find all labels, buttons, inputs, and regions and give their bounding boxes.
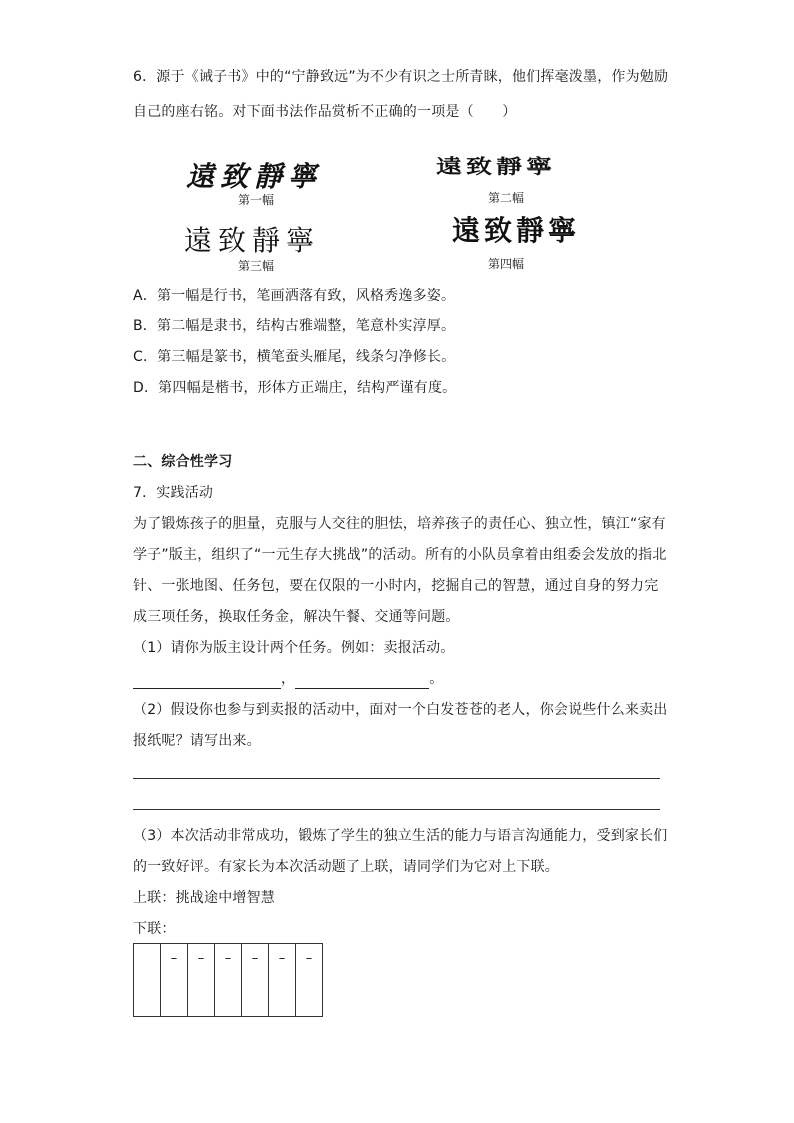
calligraphy-work-4: 遠致靜寧 xyxy=(452,214,581,247)
grid-cell[interactable]: – xyxy=(242,944,269,1017)
section-heading: 二、综合性学习 xyxy=(133,454,233,470)
q7-sub1-answer xyxy=(133,669,443,689)
q6-option-d: D．第四幅是楷书，形体方正端庄，结构严谨有度。 xyxy=(133,380,457,396)
q7-sub3-line2: 的一致好评。有家长为本次活动题了上联，请同学们为它对上下联。 xyxy=(133,859,559,875)
q6-stem-line2: 自己的座右铭。对下面书法作品赏析不正确的一项是（ ） xyxy=(133,104,517,120)
caption-work-1: 第一幅 xyxy=(238,193,275,207)
answer-line-1[interactable] xyxy=(133,778,660,779)
answer-blank-1[interactable] xyxy=(133,672,281,689)
q7-sub2-line1: （2）假设你也参与到卖报的活动中，面对一个白发苍苍的老人，你会说些什么来卖出 xyxy=(133,702,668,718)
upper-couplet: 上联：挑战途中增智慧 xyxy=(133,890,275,906)
q7-intro-line1: 为了锻炼孩子的胆量，克服与人交往的胆怯，培养孩子的责任心、独立性，镇江“家有 xyxy=(133,516,666,532)
grid-cell[interactable]: – xyxy=(296,944,323,1017)
q7-intro-line4: 成三项任务，换取任务金，解决午餐、交通等问题。 xyxy=(133,609,460,625)
q7-sub2-line2: 报纸呢？请写出来。 xyxy=(133,733,261,749)
grid-cell[interactable]: – xyxy=(188,944,215,1017)
blank-separator: ， xyxy=(281,671,296,687)
q6-option-c: C．第三幅是篆书，横笔蚕头雁尾，线条匀净修长。 xyxy=(133,349,456,365)
grid-cell[interactable]: – xyxy=(269,944,296,1017)
caption-work-3: 第三幅 xyxy=(238,259,275,273)
q7-title: 7．实践活动 xyxy=(133,485,214,501)
q7-sub3-line1: （3）本次活动非常成功，锻炼了学生的独立生活的能力与语言沟通能力，受到家长们 xyxy=(133,828,668,844)
calligraphy-figure xyxy=(180,145,600,275)
answer-blank-2[interactable] xyxy=(295,672,429,689)
q6-option-b: B．第二幅是隶书，结构古雅端整，笔意朴实淳厚。 xyxy=(133,318,456,334)
q7-sub1: （1）请你为版主设计两个任务。例如：卖报活动。 xyxy=(133,640,455,656)
lower-couplet-label: 下联： xyxy=(133,921,176,937)
q7-intro-line3: 针、一张地图、任务包，要在仅限的一小时内，挖掘自己的智慧，通过自身的努力完 xyxy=(133,578,659,594)
grid-cell[interactable] xyxy=(134,944,161,1017)
q7-intro-line2: 学子”版主，组织了“一元生存大挑战”的活动。所有的小队员拿着由组委会发放的指北 xyxy=(133,547,667,563)
grid-cell[interactable]: – xyxy=(161,944,188,1017)
calligraphy-work-3: 遠致靜寧 xyxy=(184,224,321,257)
calligraphy-work-2: 遠致靜寧 xyxy=(436,155,557,178)
q6-option-a: A．第一幅是行书，笔画洒落有致，风格秀逸多姿。 xyxy=(133,288,456,304)
couplet-answer-grid xyxy=(133,943,323,1017)
caption-work-2: 第二幅 xyxy=(488,191,525,205)
grid-cell[interactable]: – xyxy=(215,944,242,1017)
caption-work-4: 第四幅 xyxy=(488,257,525,271)
blank-end: 。 xyxy=(429,671,444,687)
answer-line-2[interactable] xyxy=(133,809,660,810)
calligraphy-work-1: 遠致靜寧 xyxy=(186,160,323,193)
q6-stem-line1: 6．源于《诫子书》中的“宁静致远”为不少有识之士所青睐，他们挥毫泼墨，作为勉励 xyxy=(133,69,669,85)
